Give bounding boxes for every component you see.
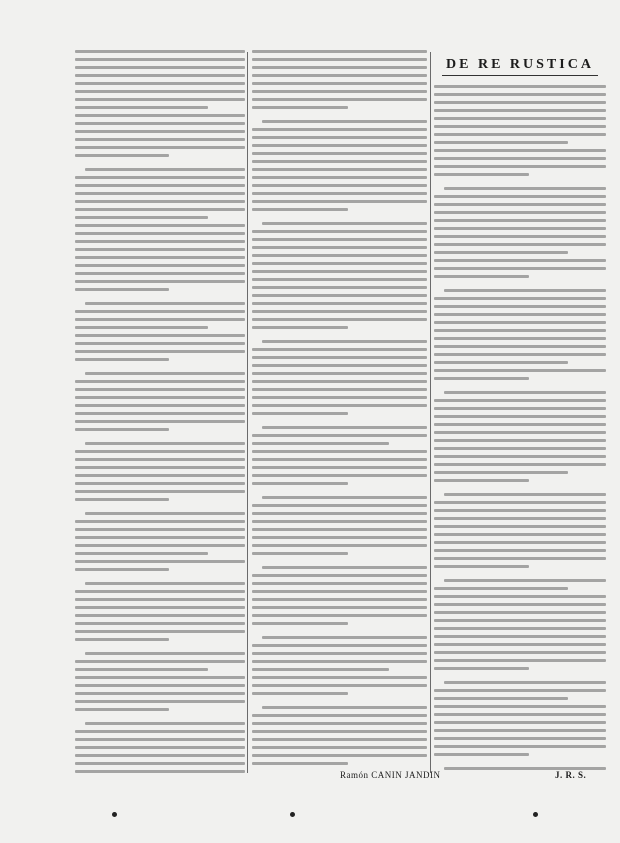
text-line bbox=[434, 399, 606, 402]
text-line bbox=[75, 74, 245, 77]
text-line bbox=[434, 549, 606, 552]
text-line bbox=[434, 141, 568, 144]
text-line bbox=[75, 560, 245, 563]
text-line bbox=[75, 668, 208, 671]
text-line bbox=[434, 753, 529, 756]
text-line bbox=[252, 450, 427, 453]
text-line bbox=[434, 525, 606, 528]
text-line bbox=[75, 466, 245, 469]
text-line bbox=[434, 149, 606, 152]
text-line bbox=[75, 684, 245, 687]
text-line bbox=[434, 173, 529, 176]
text-line bbox=[434, 479, 529, 482]
text-line bbox=[252, 82, 427, 85]
text-line bbox=[252, 434, 427, 437]
text-line bbox=[252, 380, 427, 383]
text-line bbox=[434, 689, 606, 692]
text-line bbox=[252, 474, 427, 477]
text-line bbox=[262, 222, 427, 225]
text-line bbox=[252, 714, 427, 717]
text-line bbox=[252, 684, 427, 687]
text-line bbox=[252, 184, 427, 187]
text-line bbox=[252, 466, 427, 469]
author-initials: J. R. S. bbox=[555, 770, 587, 780]
text-line bbox=[75, 248, 245, 251]
text-line bbox=[434, 125, 606, 128]
text-line bbox=[252, 652, 427, 655]
text-line bbox=[434, 447, 606, 450]
text-line bbox=[252, 294, 427, 297]
text-line bbox=[434, 627, 606, 630]
text-line bbox=[434, 455, 606, 458]
text-line bbox=[434, 251, 568, 254]
text-line bbox=[75, 660, 245, 663]
text-line bbox=[75, 310, 245, 313]
text-line bbox=[75, 746, 245, 749]
text-line bbox=[434, 619, 606, 622]
text-line bbox=[75, 208, 245, 211]
text-line bbox=[252, 754, 427, 757]
text-line bbox=[444, 187, 606, 190]
text-line bbox=[434, 337, 606, 340]
text-line bbox=[434, 93, 606, 96]
text-line bbox=[252, 200, 427, 203]
text-line bbox=[252, 404, 427, 407]
text-line bbox=[75, 288, 169, 291]
text-line bbox=[252, 738, 427, 741]
text-line bbox=[252, 230, 427, 233]
text-line bbox=[75, 528, 245, 531]
text-line bbox=[434, 369, 606, 372]
text-line bbox=[444, 493, 606, 496]
text-line bbox=[434, 643, 606, 646]
page-mark bbox=[112, 812, 117, 817]
text-line bbox=[252, 622, 348, 625]
text-line bbox=[75, 232, 245, 235]
text-line bbox=[252, 192, 427, 195]
text-line bbox=[434, 635, 606, 638]
text-line bbox=[252, 614, 427, 617]
text-line bbox=[75, 622, 245, 625]
text-line bbox=[75, 130, 245, 133]
text-line bbox=[75, 350, 245, 353]
text-line bbox=[75, 138, 245, 141]
text-line bbox=[252, 144, 427, 147]
page-mark bbox=[533, 812, 538, 817]
text-line bbox=[75, 122, 245, 125]
text-line bbox=[252, 364, 427, 367]
text-line bbox=[252, 208, 348, 211]
text-line bbox=[252, 536, 427, 539]
text-line bbox=[75, 428, 169, 431]
text-line bbox=[252, 262, 427, 265]
text-line bbox=[434, 587, 568, 590]
text-line bbox=[252, 668, 389, 671]
text-line bbox=[75, 482, 245, 485]
text-line bbox=[434, 267, 606, 270]
text-line bbox=[262, 706, 427, 709]
text-line bbox=[85, 168, 245, 171]
text-line bbox=[262, 496, 427, 499]
text-line bbox=[75, 358, 169, 361]
text-line bbox=[252, 176, 427, 179]
text-line bbox=[252, 106, 348, 109]
text-line bbox=[434, 721, 606, 724]
text-line bbox=[434, 361, 568, 364]
text-line bbox=[252, 270, 427, 273]
text-line bbox=[434, 203, 606, 206]
text-line bbox=[434, 533, 606, 536]
text-line bbox=[85, 722, 245, 725]
text-line bbox=[252, 762, 348, 765]
text-column-middle bbox=[252, 50, 427, 773]
text-line bbox=[434, 133, 606, 136]
text-line bbox=[75, 66, 245, 69]
text-line bbox=[75, 638, 169, 641]
text-line bbox=[444, 579, 606, 582]
text-line bbox=[252, 660, 427, 663]
text-line bbox=[75, 82, 245, 85]
text-line bbox=[252, 458, 427, 461]
text-line bbox=[75, 334, 245, 337]
text-line bbox=[252, 372, 427, 375]
text-line bbox=[434, 305, 606, 308]
text-line bbox=[75, 614, 245, 617]
text-line bbox=[75, 404, 245, 407]
text-line bbox=[434, 211, 606, 214]
text-line bbox=[85, 652, 245, 655]
text-line bbox=[75, 176, 245, 179]
text-line bbox=[252, 326, 348, 329]
text-line bbox=[252, 730, 427, 733]
text-line bbox=[434, 541, 606, 544]
text-line bbox=[252, 442, 389, 445]
text-line bbox=[434, 737, 606, 740]
column-divider bbox=[430, 52, 431, 773]
text-line bbox=[434, 297, 606, 300]
text-line bbox=[75, 708, 169, 711]
text-line bbox=[75, 544, 245, 547]
text-line bbox=[434, 165, 606, 168]
text-line bbox=[252, 90, 427, 93]
text-line bbox=[75, 412, 245, 415]
text-line bbox=[75, 606, 245, 609]
text-line bbox=[75, 598, 245, 601]
text-line bbox=[434, 557, 606, 560]
text-line bbox=[85, 512, 245, 515]
text-line bbox=[252, 160, 427, 163]
text-line bbox=[75, 58, 245, 61]
text-line bbox=[434, 517, 606, 520]
text-line bbox=[75, 256, 245, 259]
text-line bbox=[75, 458, 245, 461]
text-line bbox=[434, 313, 606, 316]
text-line bbox=[434, 195, 606, 198]
text-line bbox=[434, 667, 529, 670]
text-line bbox=[252, 58, 427, 61]
text-line bbox=[252, 544, 427, 547]
text-line bbox=[75, 50, 245, 53]
text-line bbox=[75, 380, 245, 383]
text-line bbox=[75, 184, 245, 187]
text-line bbox=[434, 603, 606, 606]
text-line bbox=[434, 235, 606, 238]
text-line bbox=[75, 272, 245, 275]
text-line bbox=[75, 520, 245, 523]
author-signature: Ramón CANIN JANDIN bbox=[340, 770, 441, 780]
text-line bbox=[252, 74, 427, 77]
text-line bbox=[252, 574, 427, 577]
text-line bbox=[252, 504, 427, 507]
text-line bbox=[75, 730, 245, 733]
text-line bbox=[75, 738, 245, 741]
text-line bbox=[434, 243, 606, 246]
text-line bbox=[434, 423, 606, 426]
text-line bbox=[75, 450, 245, 453]
section-title: DE RE RUSTICA bbox=[446, 57, 594, 72]
text-line bbox=[434, 377, 529, 380]
text-line bbox=[434, 705, 606, 708]
text-line bbox=[434, 329, 606, 332]
text-line bbox=[252, 412, 348, 415]
text-line bbox=[252, 606, 427, 609]
text-line bbox=[434, 415, 606, 418]
title-underline bbox=[442, 75, 598, 76]
text-line bbox=[252, 396, 427, 399]
text-line bbox=[252, 388, 427, 391]
text-line bbox=[75, 318, 245, 321]
text-line bbox=[75, 146, 245, 149]
text-line bbox=[434, 745, 606, 748]
text-line bbox=[252, 310, 427, 313]
text-line bbox=[434, 407, 606, 410]
text-line bbox=[252, 318, 427, 321]
text-line bbox=[252, 50, 427, 53]
text-line bbox=[75, 114, 245, 117]
text-line bbox=[85, 582, 245, 585]
text-line bbox=[252, 98, 427, 101]
text-line bbox=[434, 219, 606, 222]
text-line bbox=[262, 636, 427, 639]
text-line bbox=[75, 154, 169, 157]
text-line bbox=[252, 238, 427, 241]
text-line bbox=[75, 474, 245, 477]
text-line bbox=[75, 700, 245, 703]
text-line bbox=[252, 152, 427, 155]
text-line bbox=[75, 692, 245, 695]
text-line bbox=[252, 644, 427, 647]
text-line bbox=[434, 85, 606, 88]
column-divider bbox=[247, 52, 248, 773]
text-line bbox=[434, 439, 606, 442]
text-line bbox=[434, 259, 606, 262]
text-column-right bbox=[434, 85, 606, 773]
text-line bbox=[75, 396, 245, 399]
text-line bbox=[252, 528, 427, 531]
text-line bbox=[75, 90, 245, 93]
text-line bbox=[252, 254, 427, 257]
text-line bbox=[75, 280, 245, 283]
text-line bbox=[75, 264, 245, 267]
text-line bbox=[252, 286, 427, 289]
text-line bbox=[75, 106, 208, 109]
text-line bbox=[252, 520, 427, 523]
text-line bbox=[75, 676, 245, 679]
text-line bbox=[85, 302, 245, 305]
text-line bbox=[434, 651, 606, 654]
text-line bbox=[434, 713, 606, 716]
text-line bbox=[252, 598, 427, 601]
text-line bbox=[252, 66, 427, 69]
text-line bbox=[434, 595, 606, 598]
text-line bbox=[434, 729, 606, 732]
text-line bbox=[434, 431, 606, 434]
text-line bbox=[75, 98, 245, 101]
text-line bbox=[434, 611, 606, 614]
text-line bbox=[75, 552, 208, 555]
text-line bbox=[434, 275, 529, 278]
text-line bbox=[434, 659, 606, 662]
text-line bbox=[75, 216, 208, 219]
text-line bbox=[252, 676, 427, 679]
text-line bbox=[444, 681, 606, 684]
text-line bbox=[434, 321, 606, 324]
text-line bbox=[252, 590, 427, 593]
text-line bbox=[262, 120, 427, 123]
text-line bbox=[262, 566, 427, 569]
text-line bbox=[252, 278, 427, 281]
text-line bbox=[434, 697, 568, 700]
page-mark bbox=[290, 812, 295, 817]
text-line bbox=[75, 754, 245, 757]
text-line bbox=[75, 762, 245, 765]
text-line bbox=[434, 345, 606, 348]
text-line bbox=[85, 372, 245, 375]
text-line bbox=[444, 391, 606, 394]
text-line bbox=[252, 136, 427, 139]
text-line bbox=[252, 692, 348, 695]
text-line bbox=[75, 240, 245, 243]
text-line bbox=[75, 224, 245, 227]
text-line bbox=[252, 582, 427, 585]
text-line bbox=[252, 722, 427, 725]
text-line bbox=[75, 200, 245, 203]
text-line bbox=[75, 342, 245, 345]
text-line bbox=[434, 157, 606, 160]
text-line bbox=[75, 490, 245, 493]
text-line bbox=[85, 442, 245, 445]
text-line bbox=[434, 463, 606, 466]
text-line bbox=[444, 289, 606, 292]
text-line bbox=[252, 512, 427, 515]
text-line bbox=[75, 630, 245, 633]
text-line bbox=[75, 568, 169, 571]
text-line bbox=[252, 552, 348, 555]
text-line bbox=[75, 192, 245, 195]
text-line bbox=[434, 501, 606, 504]
text-line bbox=[434, 227, 606, 230]
text-line bbox=[252, 246, 427, 249]
text-line bbox=[252, 168, 427, 171]
text-line bbox=[252, 746, 427, 749]
text-line bbox=[75, 420, 245, 423]
text-line bbox=[75, 326, 208, 329]
text-line bbox=[252, 482, 348, 485]
text-line bbox=[75, 536, 245, 539]
text-line bbox=[434, 117, 606, 120]
text-line bbox=[434, 509, 606, 512]
text-line bbox=[75, 388, 245, 391]
text-column-left bbox=[75, 50, 245, 773]
text-line bbox=[252, 348, 427, 351]
text-line bbox=[262, 340, 427, 343]
text-line bbox=[434, 109, 606, 112]
text-line bbox=[252, 356, 427, 359]
text-line bbox=[434, 471, 568, 474]
text-line bbox=[252, 128, 427, 131]
text-line bbox=[434, 565, 529, 568]
text-line bbox=[434, 101, 606, 104]
text-line bbox=[434, 353, 606, 356]
text-line bbox=[75, 770, 245, 773]
text-line bbox=[262, 426, 427, 429]
text-line bbox=[75, 590, 245, 593]
text-line bbox=[75, 498, 169, 501]
text-line bbox=[252, 302, 427, 305]
